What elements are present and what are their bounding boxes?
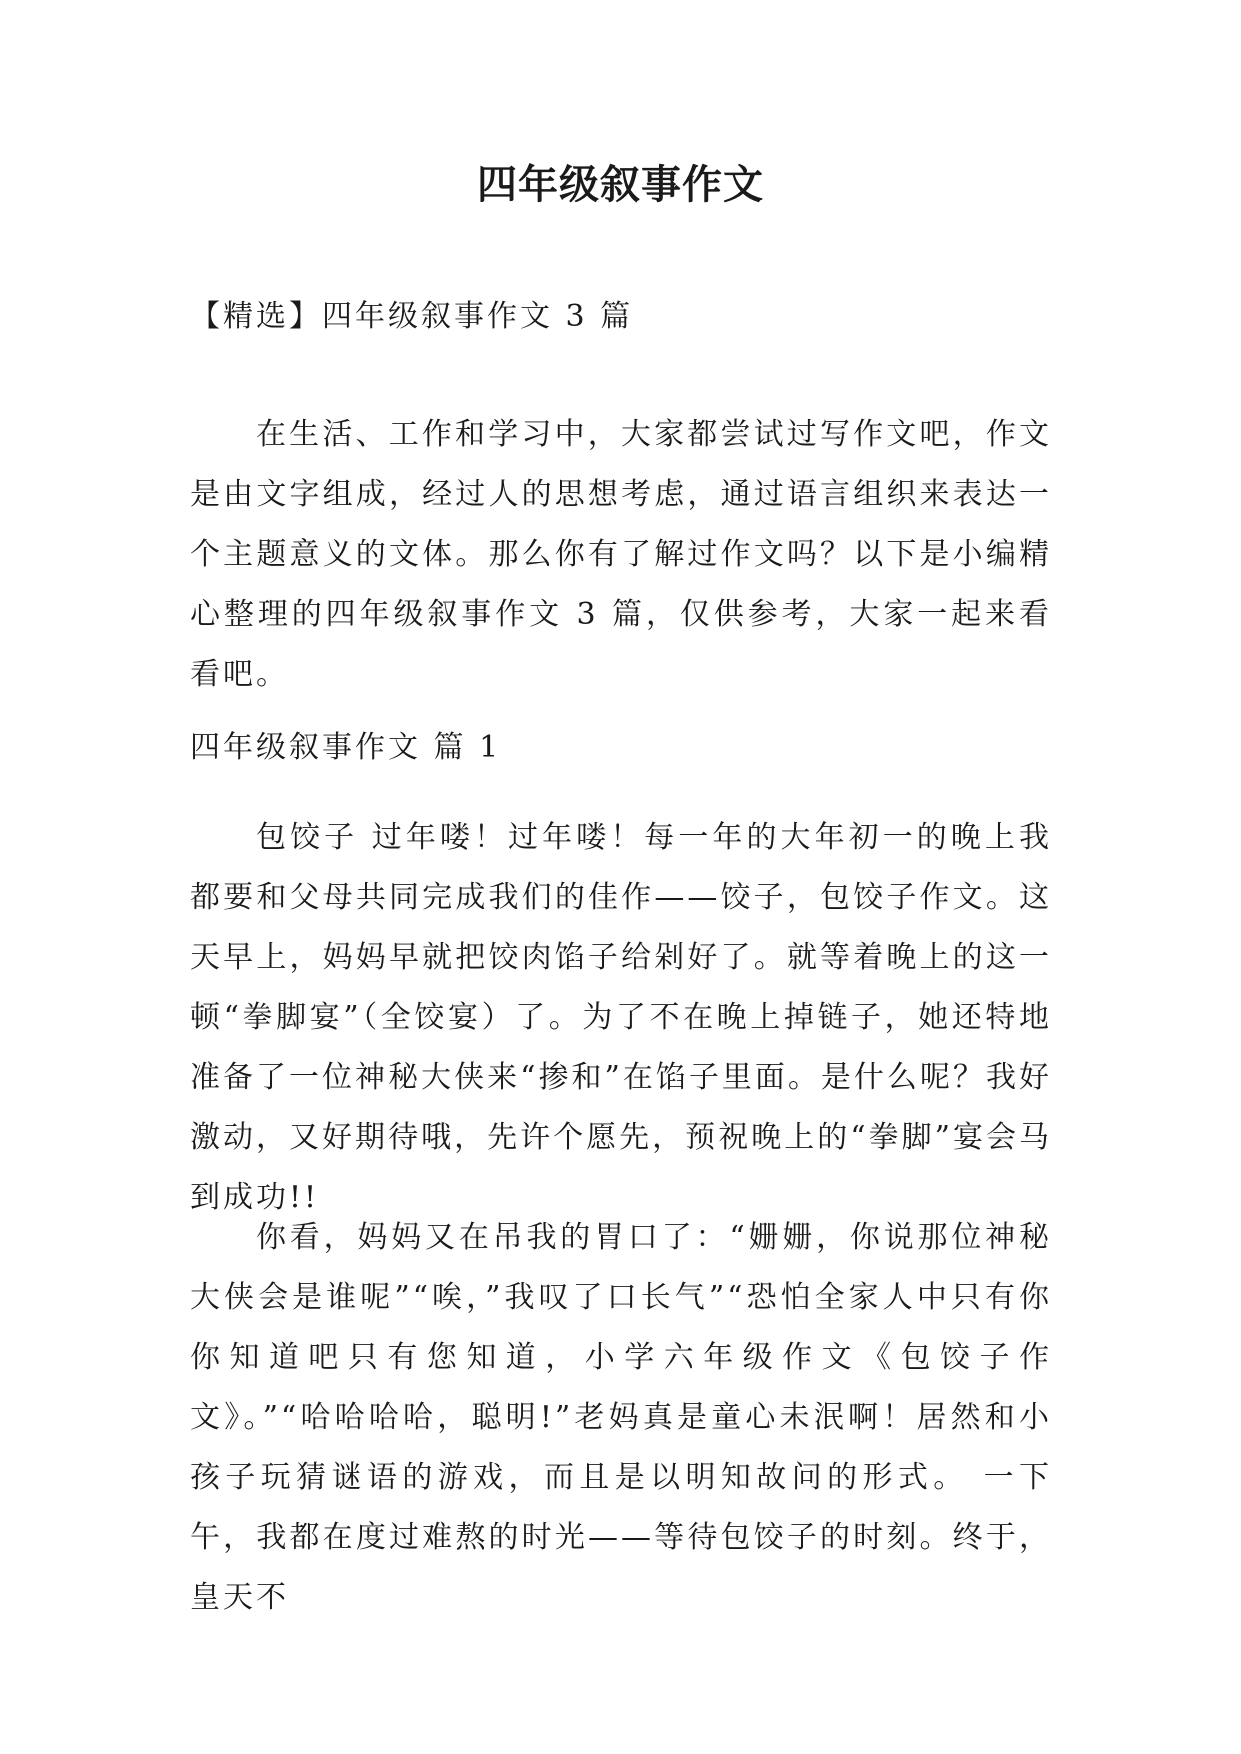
- document-title: 四年级叙事作文: [477, 161, 764, 208]
- body-paragraph: 包饺子 过年喽！过年喽！每一年的大年初一的晚上我都要和父母共同完成我们的佳作——饺子，包饺子作文。这天早上，妈妈早就把饺肉馅子给剁好了。就等着晚上的这一顿“拳脚宴”（全饺宴）了。为了不在晚上掉链子，她还特地准备了一位神秘大侠来“掺和”在馅子里面。是什么呢？我好激动，又好期待哦，先许个愿先，预祝晚上的“拳脚”宴会马到成功!!: [190, 820, 1052, 1215]
- intro-paragraph: 在生活、工作和学习中，大家都尝试过写作文吧，作文是由文字组成，经过人的思想考虑，通过语言组织来表达一个主题意义的文体。那么你有了解过作文吗？以下是小编精心整理的四年级叙事作文 3 篇，仅供参考，大家一起来看看吧。: [190, 417, 1052, 692]
- document-subtitle: 【精选】四年级叙事作文 3 篇: [190, 299, 634, 334]
- section-heading: 四年级叙事作文 篇 1: [190, 730, 502, 765]
- body-paragraph: 你看，妈妈又在吊我的胃口了：“姗姗，你说那位神秘大侠会是谁呢”“唉，”我叹了口长气”“恐怕全家人中只有你你知道吧只有您知道，小学六年级作文《包饺子作文》。”“哈哈哈哈，聪明!”老妈真是童心未泯啊！居然和小孩子玩猜谜语的游戏，而且是以明知故问的形式。 一下午，我都在度过难熬的时光——等待包饺子的时刻。终于，皇天不: [190, 1220, 1052, 1615]
